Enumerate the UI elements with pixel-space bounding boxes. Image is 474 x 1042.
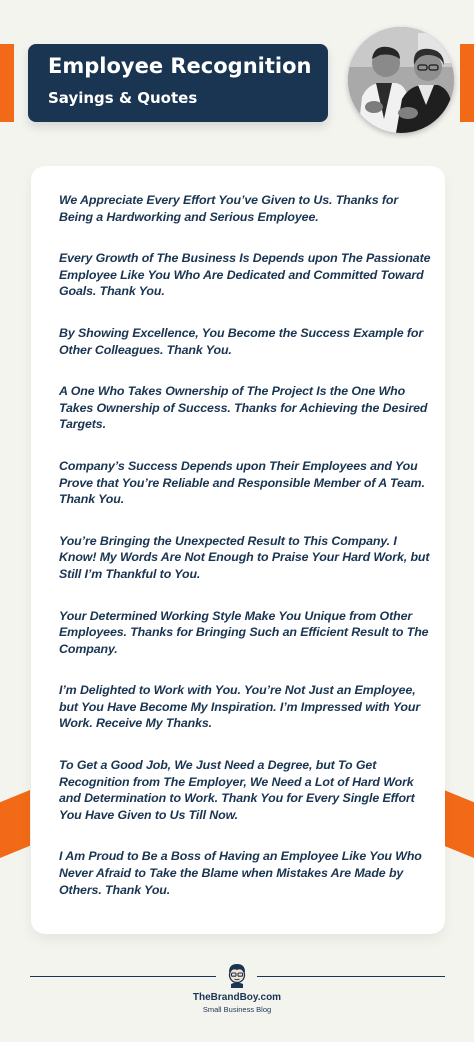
footer-tagline: Small Business Blog	[202, 1005, 272, 1014]
page-subtitle: Sayings & Quotes	[48, 89, 198, 107]
quote-item: Your Determined Working Style Make You Unique from Other Employees. Thanks for Bringing Such an Efficient Result to The Company.	[59, 608, 429, 656]
quotes-card	[31, 166, 445, 934]
orange-accent-top-right	[460, 44, 474, 122]
quote-item: A One Who Takes Ownership of The Project Is the One Who Takes Ownership of Success. Thanks for Achieving the Desired Targets.	[59, 384, 428, 432]
quote-item: I’m Delighted to Work with You. You’re Not Just an Employee, but You Have Become My Inspiration. I’m Impressed with Your Work. Receive My Thanks.	[59, 683, 421, 731]
quote-item: Company’s Success Depends upon Their Employees and You Prove that You’re Reliable and Responsible Member of A Team. Thank You.	[59, 458, 425, 507]
footer-divider-right	[257, 976, 445, 977]
title-banner	[28, 44, 328, 122]
orange-accent-top-left	[0, 44, 14, 122]
quote-item: To Get a Good Job, We Just Need a Degree, but To Get Recognition from The Employer, We Need a Lot of Hard Work and Determination to Work. Thank You for Every Single Effort You Have Given to Us Till Now.	[59, 758, 415, 822]
footer-divider-left	[30, 976, 216, 977]
quote-item: By Showing Excellence, You Become the Success Example for Other Colleagues. Thank You.	[59, 325, 424, 357]
orange-accent-mid-left	[0, 790, 30, 858]
brand-boy-logo-icon	[225, 962, 249, 988]
page-title: Employee Recognition	[48, 54, 312, 78]
footer-brand: TheBrandBoy.com	[192, 992, 282, 1003]
quote-item: We Appreciate Every Effort You’ve Given to Us. Thanks for Being a Hardworking and Serious Employee.	[59, 193, 399, 224]
orange-accent-mid-right	[444, 790, 474, 858]
people-clapping-icon	[348, 27, 454, 133]
quotes-list	[59, 192, 431, 923]
quote-item: I Am Proud to Be a Boss of Having an Employee Like You Who Never Afraid to Take the Blame when Mistakes Are Made by Others. Thank You.	[59, 849, 422, 897]
quote-item: Every Growth of The Business Is Depends upon The Passionate Employee Like You Who Are Dedicated and Committed Toward Goals. Thank You.	[59, 251, 431, 299]
quote-item: You’re Bringing the Unexpected Result to This Company. I Know! My Words Are Not Enough to Praise Your Hard Work, but Still I’m Thankful to You.	[59, 533, 430, 581]
